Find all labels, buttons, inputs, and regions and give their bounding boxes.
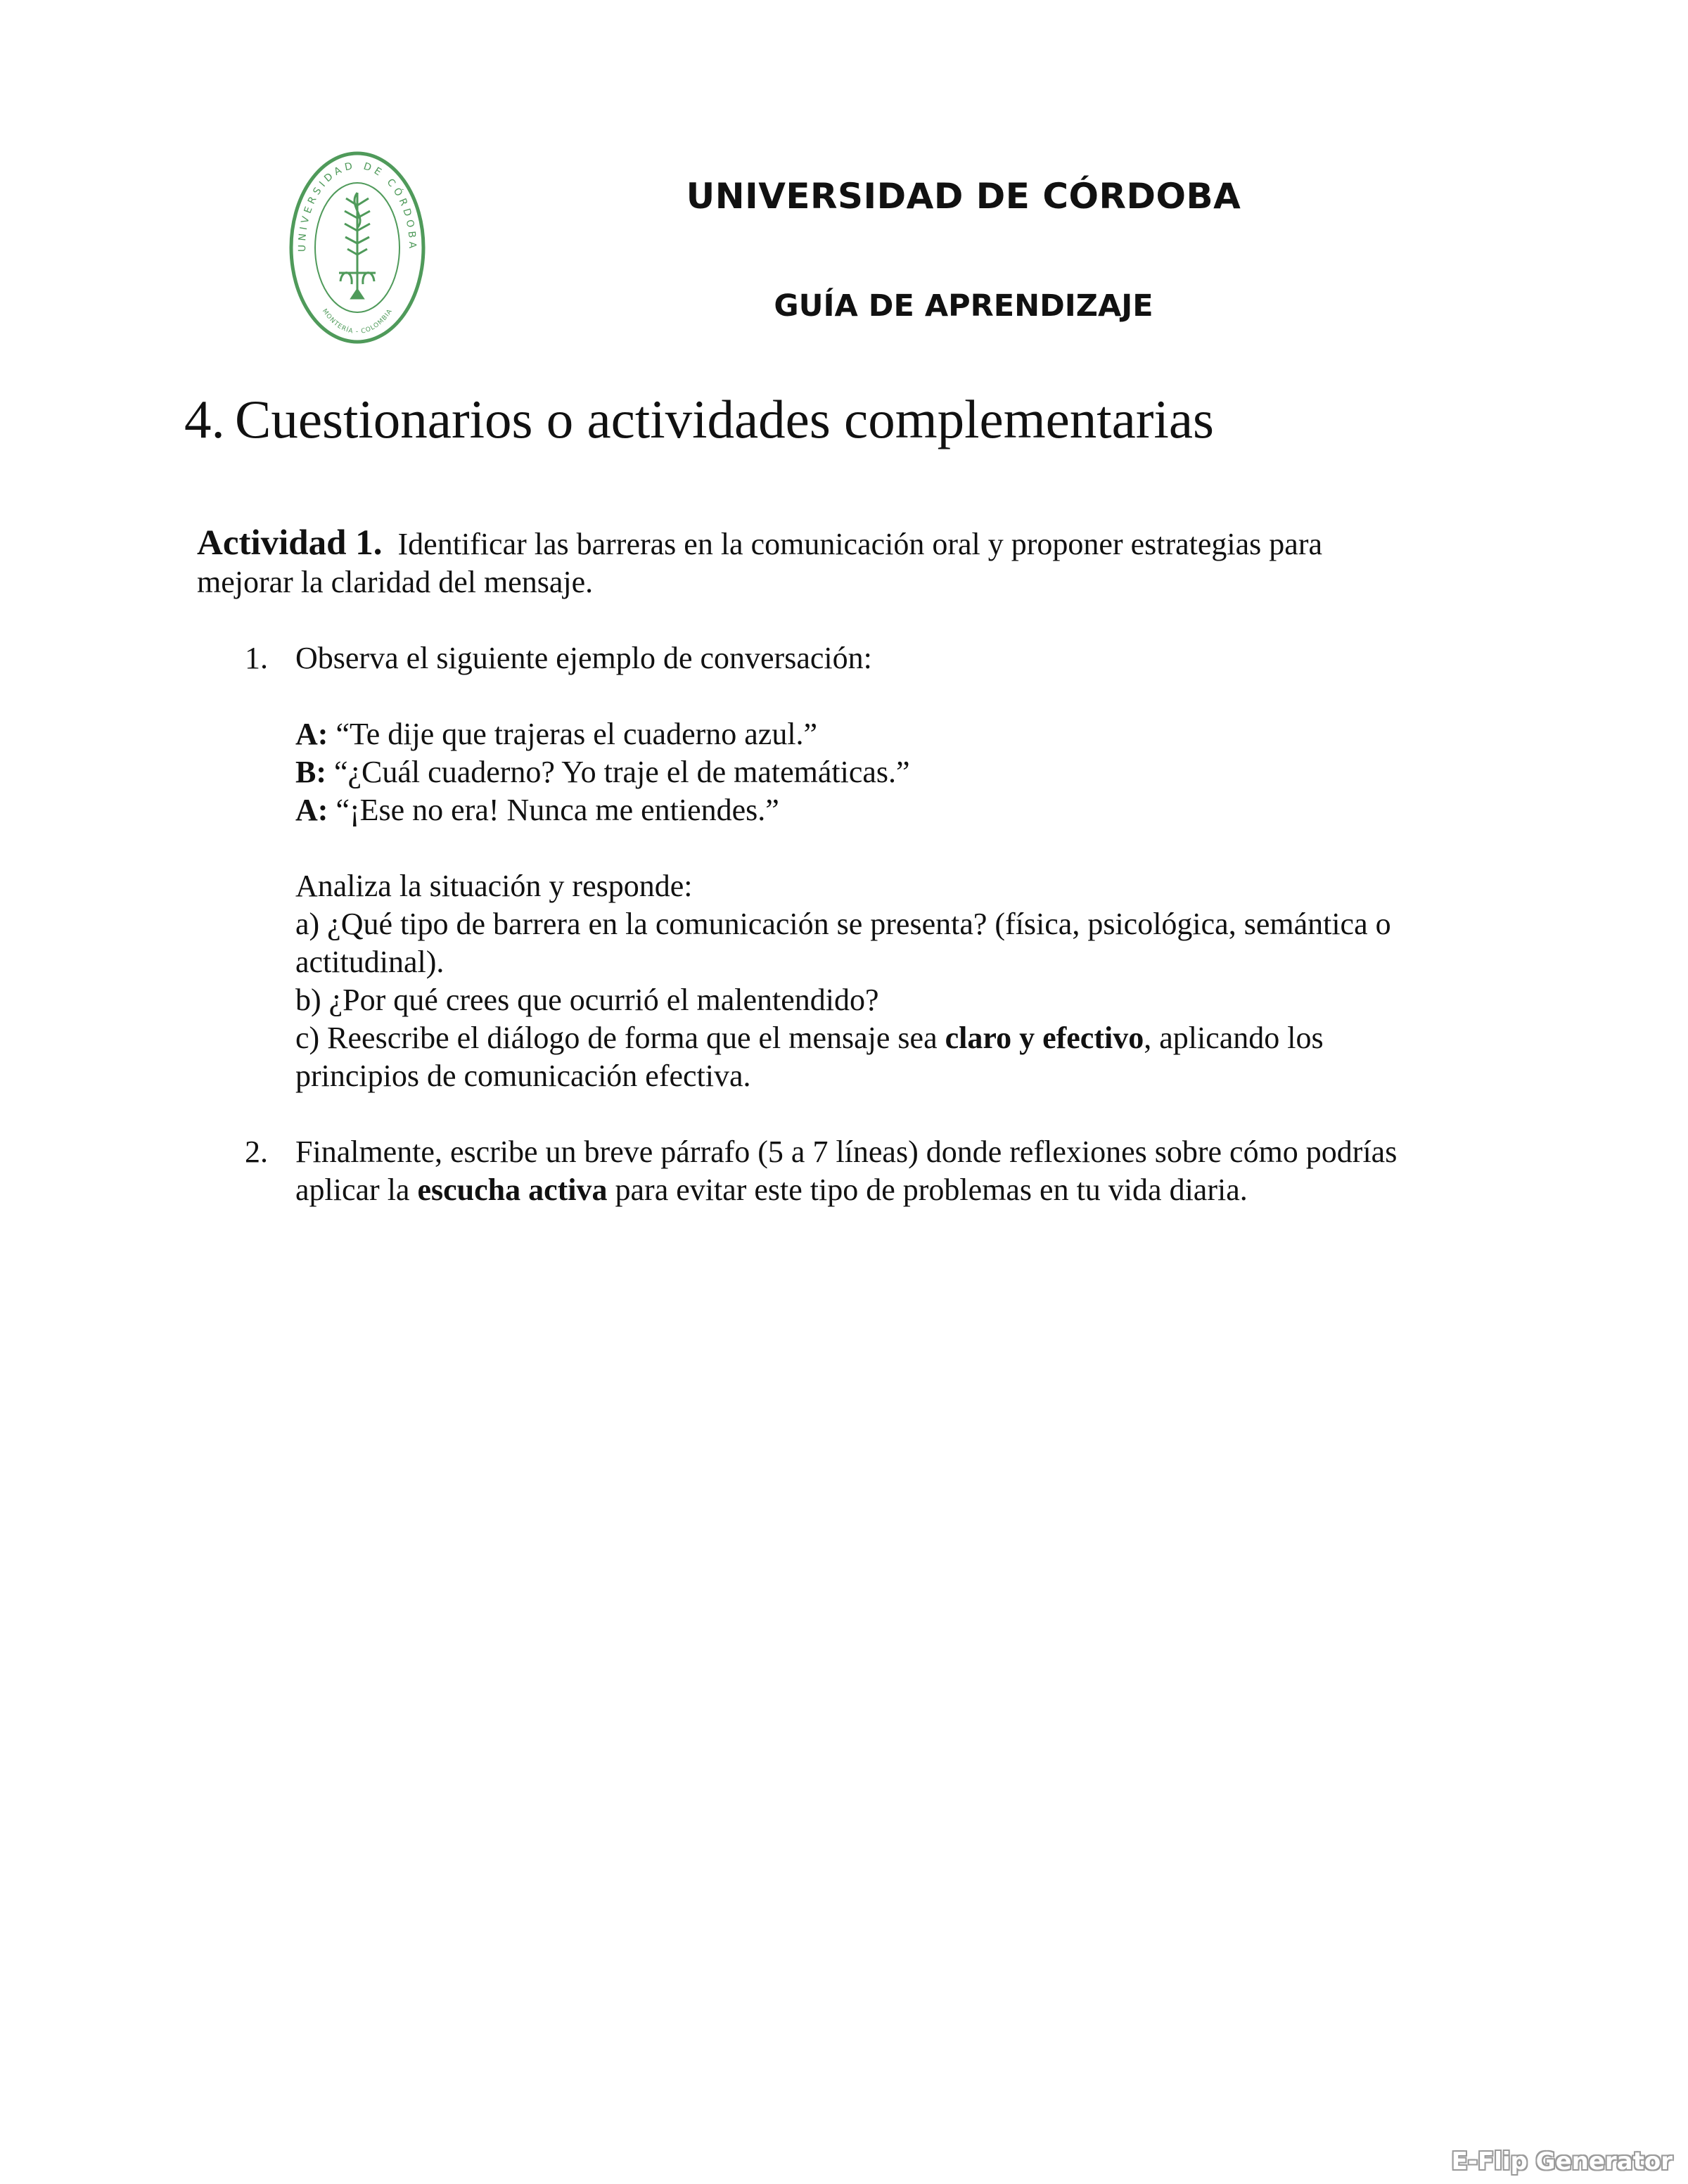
svg-text:UNIVERSIDAD DE CÓRDOBA: UNIVERSIDAD DE CÓRDOBA	[296, 160, 418, 253]
task-list	[197, 639, 1533, 1209]
task-item	[197, 1133, 1533, 1209]
activity-content	[197, 524, 1533, 1209]
task-text: Observa el siguiente ejemplo de conversación:	[295, 641, 872, 675]
svg-text:MONTERÍA - COLOMBIA: MONTERÍA - COLOMBIA	[320, 307, 395, 336]
question-a-continued: actitudinal).	[295, 945, 445, 979]
task-item	[197, 639, 1533, 1095]
dialogue-line	[295, 753, 1533, 791]
guide-title: GUÍA DE APRENDIZAJE	[774, 288, 1153, 324]
activity-intro-line2: mejorar la claridad del mensaje.	[197, 565, 594, 599]
question-c: c) Reescribe el diálogo de forma que el mensaje sea claro y efectivo, aplicando los	[295, 1021, 1324, 1055]
activity-intro	[197, 524, 1533, 601]
university-title: UNIVERSIDAD DE CÓRDOBA	[686, 176, 1241, 217]
section-heading	[184, 388, 1214, 451]
section-title: Cuestionarios o actividades complementarias	[235, 389, 1215, 449]
dialogue-speaker: A:	[295, 793, 328, 827]
dialogue-line	[295, 791, 1533, 829]
dialogue-quote: “¡Ese no era! Nunca me entiendes.”	[335, 793, 779, 827]
question-c-continued: principios de comunicación efectiva.	[295, 1059, 751, 1093]
dialogue-speaker: B:	[295, 755, 326, 789]
dialogue-line	[295, 715, 1533, 753]
task-number: 2.	[245, 1135, 268, 1169]
dialogue-speaker: A:	[295, 717, 328, 751]
seal-emblem-icon	[339, 193, 376, 298]
university-seal-logo	[287, 149, 428, 346]
e-flip-generator-watermark: E-Flip Generator	[1451, 2147, 1673, 2176]
task-number: 1.	[245, 641, 268, 675]
section-number: 4.	[184, 389, 225, 449]
question-b: b) ¿Por qué crees que ocurrió el malentendido?	[295, 983, 879, 1017]
analyze-prompt: Analiza la situación y responde:	[295, 869, 693, 903]
dialogue-quote: “Te dije que trajeras el cuaderno azul.”	[335, 717, 818, 751]
activity-intro-line1: Identificar las barreras en la comunicación oral y proponer estrategias para	[397, 527, 1323, 561]
task-text-line1: Finalmente, escribe un breve párrafo (5 a 7 líneas) donde reflexiones sobre cómo podrías	[295, 1135, 1398, 1169]
question-a: a) ¿Qué tipo de barrera en la comunicación se presenta? (física, psicológica, semántica o	[295, 907, 1391, 941]
dialogue-quote: “¿Cuál cuaderno? Yo traje el de matemáticas.”	[334, 755, 910, 789]
activity-label: Actividad 1.	[197, 523, 383, 563]
task-text-line2: aplicar la escucha activa para evitar este tipo de problemas en tu vida diaria.	[295, 1173, 1248, 1207]
